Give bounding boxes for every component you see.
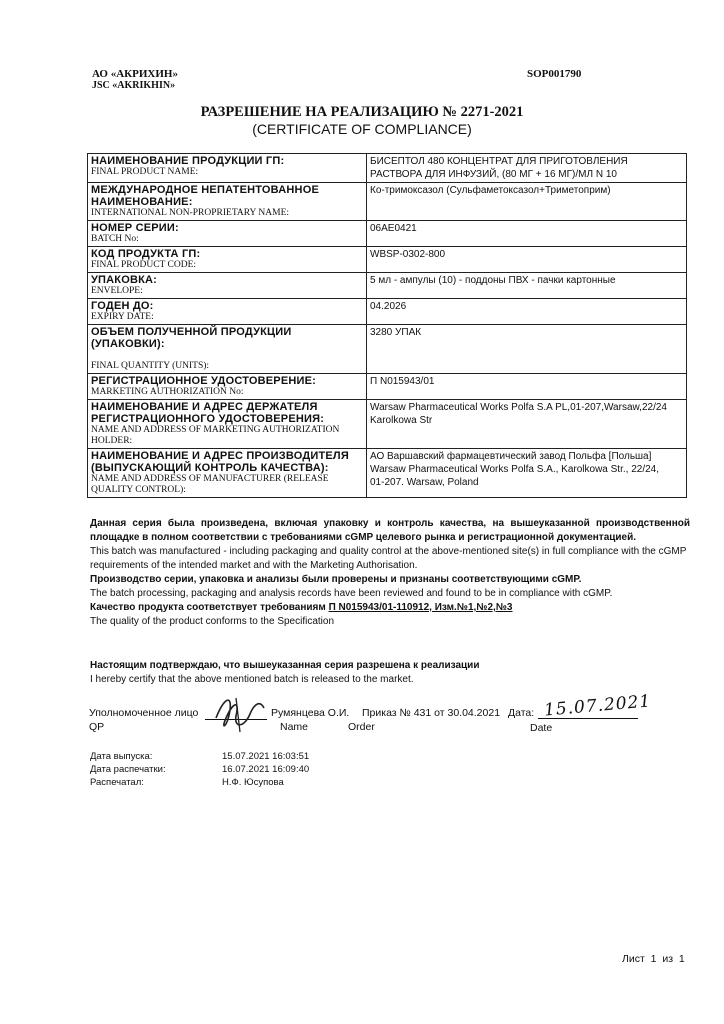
field-label-cell <box>88 154 367 183</box>
qp-name: Румянцева О.И. <box>271 707 350 719</box>
info-row <box>88 247 687 273</box>
date-label: Дата: <box>508 707 535 719</box>
statement-quality-ru: Качество продукта соответствует требованиям <box>90 602 326 613</box>
field-label-en: BATCH No: <box>91 234 139 244</box>
info-row <box>88 449 687 498</box>
statement-quality-en: The quality of the product conforms to the Specification <box>90 616 335 627</box>
field-value-cell <box>367 183 687 221</box>
field-label-cell <box>88 400 367 449</box>
qp-name-label-en: Name <box>280 721 309 733</box>
field-value-cell <box>367 449 687 498</box>
document-code: SOP001790 <box>527 68 582 80</box>
field-label-cell <box>88 273 367 299</box>
certification-en: I hereby certify that the above mentioned batch is released to the market. <box>90 674 414 685</box>
printed-by-value: Н.Ф. Юсупова <box>222 777 284 788</box>
field-label-en: NAME AND ADDRESS OF MANUFACTURER (RELEASE <box>91 474 329 484</box>
field-label-en: INTERNATIONAL NON-PROPRIETARY NAME: <box>91 208 290 218</box>
printed-by-label: Распечатал: <box>90 777 144 788</box>
info-row <box>88 154 687 183</box>
field-label-ru: ГОДЕН ДО: <box>91 300 154 312</box>
field-label-ru: УПАКОВКА: <box>91 274 158 286</box>
field-value: П N015943/01 <box>370 376 435 387</box>
field-value-cell <box>367 325 687 374</box>
field-label-cell <box>88 299 367 325</box>
field-label-ru: НАИМЕНОВАНИЕ И АДРЕС ПРОИЗВОДИТЕЛЯ <box>91 450 349 462</box>
field-value: АО Варшавский фармацевтический завод Польфа [Польша] <box>370 451 652 462</box>
page-subtitle: (CERTIFICATE OF COMPLIANCE) <box>252 121 472 137</box>
date-label-en: Date <box>530 722 553 734</box>
field-value: 01-207. Warsaw, Poland <box>370 477 479 488</box>
product-info-table <box>87 153 687 498</box>
field-label-en: QUALITY CONTROL): <box>91 485 186 495</box>
field-value: Warsaw Pharmaceutical Works Polfa S.A., Karolkowa Str., 22/24, <box>370 464 660 475</box>
field-label-en: FINAL QUANTITY (UNITS): <box>91 361 210 371</box>
field-label-ru: НОМЕР СЕРИИ: <box>91 222 179 234</box>
field-value-cell <box>367 154 687 183</box>
print-date-value: 16.07.2021 16:09:40 <box>222 764 310 775</box>
qp-label-ru: Уполномоченное лицо <box>89 707 199 719</box>
company-name-en: JSC «AKRIKHIN» <box>92 80 176 91</box>
field-label-en: FINAL PRODUCT NAME: <box>91 167 199 177</box>
field-label-en: FINAL PRODUCT CODE: <box>91 260 197 270</box>
qp-label-en: QP <box>89 721 105 733</box>
field-label-en: NAME AND ADDRESS OF MARKETING AUTHORIZATION <box>91 425 340 435</box>
field-value: БИСЕПТОЛ 480 КОНЦЕНТРАТ ДЛЯ ПРИГОТОВЛЕНИЯ <box>370 156 628 167</box>
field-value: Warsaw Pharmaceutical Works Polfa S.A PL,01-207,Warsaw,22/24 <box>370 402 667 413</box>
info-row <box>88 400 687 449</box>
field-value: РАСТВОРА ДЛЯ ИНФУЗИЙ, (80 МГ + 16 МГ)/МЛ N 10 <box>370 169 617 180</box>
specification-reference: П N015943/01-110912, Изм.№1,№2,№3 <box>328 602 513 613</box>
field-label-cell <box>88 221 367 247</box>
field-value-cell <box>367 247 687 273</box>
handwritten-date: 15.07.2021 <box>543 691 653 721</box>
print-date-label: Дата распечатки: <box>90 764 166 775</box>
field-label-ru: ОБЪЕМ ПОЛУЧЕННОЙ ПРОДУКЦИИ <box>91 326 292 338</box>
field-label-cell <box>88 449 367 498</box>
order-reference: Приказ № 431 от 30.04.2021 <box>362 707 501 719</box>
info-row <box>88 183 687 221</box>
field-value-cell <box>367 299 687 325</box>
statement-manufacture-ru: Данная серия была произведена, включая упаковку и контроль качества, на вышеуказанной производственной площадке в полном соответствии с требованиями cGMP целевого рынка и регистрационной документацией. <box>90 518 690 543</box>
field-value-cell <box>367 374 687 400</box>
field-value: WBSP-0302-800 <box>370 249 446 260</box>
issue-date-label: Дата выпуска: <box>90 751 153 762</box>
page-counter: Лист 1 из 1 <box>622 953 685 965</box>
company-name-ru: АО «АКРИХИН» <box>92 68 178 80</box>
page-title: РАЗРЕШЕНИЕ НА РЕАЛИЗАЦИЮ № 2271-2021 <box>200 104 524 120</box>
release-certification <box>90 659 690 687</box>
field-label-ru: НАИМЕНОВАНИЕ И АДРЕС ДЕРЖАТЕЛЯ <box>91 401 318 413</box>
field-label-en <box>91 350 363 361</box>
info-row <box>88 299 687 325</box>
field-value: Karolkowa Str <box>370 415 433 426</box>
field-value: 04.2026 <box>370 301 407 312</box>
info-row <box>88 374 687 400</box>
field-label-ru: (ВЫПУСКАЮЩИЙ КОНТРОЛЬ КАЧЕСТВА): <box>91 462 329 474</box>
statement-manufacture <box>90 517 690 629</box>
field-value-cell <box>367 400 687 449</box>
statement-review-ru: Производство серии, упаковка и анализы были проверены и признаны соответствующими cGMP. <box>90 574 582 585</box>
field-value: 3280 УПАК <box>370 327 422 338</box>
field-label-en: ENVELOPE: <box>91 286 143 296</box>
certification-ru: Настоящим подтверждаю, что вышеуказанная серия разрешена к реализации <box>90 660 480 671</box>
statement-manufacture-en: This batch was manufactured - including packaging and quality control at the above-mentioned site(s) in full compliance with the cGMP requirements of the intended market and with the Marketing Authorisation. <box>90 546 687 571</box>
field-value: Ко-тримоксазол (Сульфаметоксазол+Триметоприм) <box>370 185 611 196</box>
field-label-ru: КОД ПРОДУКТА ГП: <box>91 248 201 260</box>
field-value-cell <box>367 273 687 299</box>
handwritten-signature <box>206 688 270 736</box>
field-label-ru: НАИМЕНОВАНИЕ ПРОДУКЦИИ ГП: <box>91 155 285 167</box>
order-label-en: Order <box>348 721 375 733</box>
info-row <box>88 221 687 247</box>
field-value: 5 мл - ампулы (10) - поддоны ПВХ - пачки картонные <box>370 275 616 286</box>
field-value-cell <box>367 221 687 247</box>
field-label-ru: МЕЖДУНАРОДНОЕ НЕПАТЕНТОВАННОЕ <box>91 184 319 196</box>
field-label-en: HOLDER: <box>91 436 133 446</box>
field-label-cell <box>88 247 367 273</box>
field-label-en: EXPIRY DATE: <box>91 312 154 322</box>
field-label-ru: РЕГИСТРАЦИОННОЕ УДОСТОВЕРЕНИЕ: <box>91 375 317 387</box>
info-row <box>88 325 687 374</box>
field-label-ru: (УПАКОВКИ): <box>91 338 165 350</box>
field-label-cell <box>88 325 367 374</box>
issue-date-value: 15.07.2021 16:03:51 <box>222 751 310 762</box>
field-label-ru: НАИМЕНОВАНИЕ: <box>91 196 193 208</box>
field-label-ru: РЕГИСТРАЦИОННОГО УДОСТОВЕРЕНИЯ: <box>91 413 325 425</box>
field-label-cell <box>88 374 367 400</box>
field-value: 06AE0421 <box>370 223 417 234</box>
field-label-en: MARKETING AUTHORIZATION No: <box>91 387 244 397</box>
field-label-cell <box>88 183 367 221</box>
statement-review-en: The batch processing, packaging and analysis records have been reviewed and found to be in compliance with cGMP. <box>90 588 613 599</box>
info-row <box>88 273 687 299</box>
